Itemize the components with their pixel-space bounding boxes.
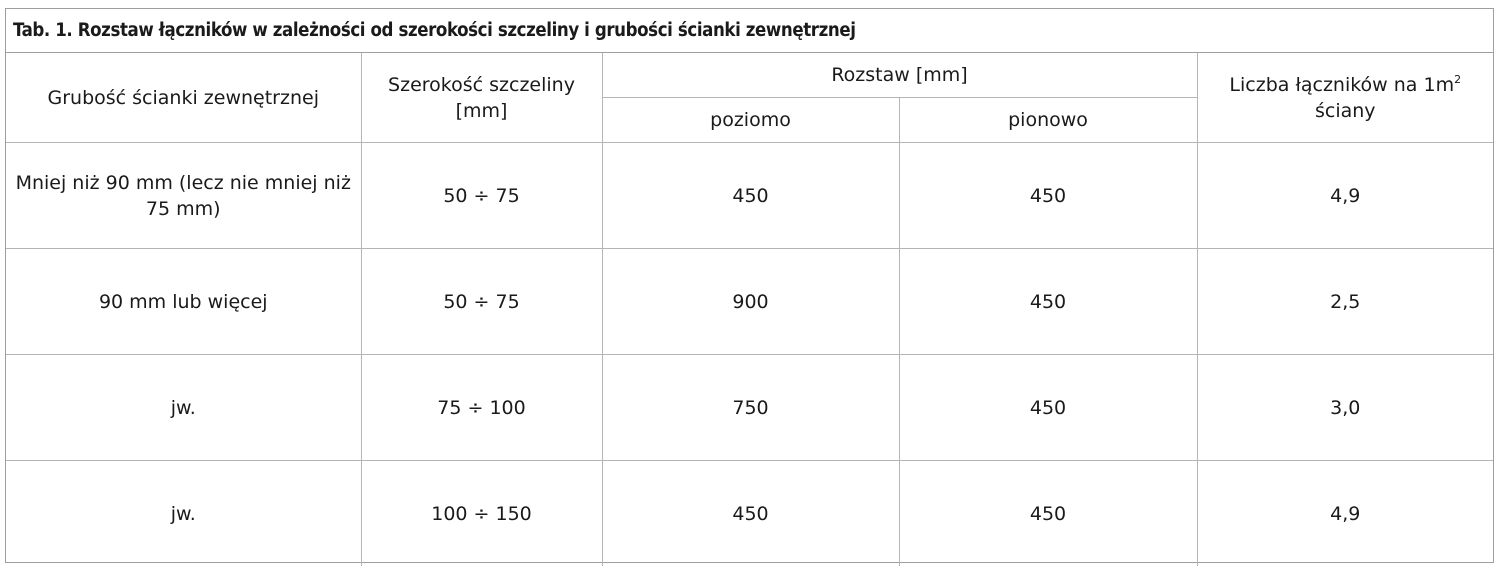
header-row <box>6 53 1493 98</box>
header-liczba-sup: 2 <box>1454 72 1462 86</box>
cell-liczba: 4,9 <box>1197 143 1493 249</box>
header-pionowo: pionowo <box>899 98 1197 143</box>
cell-pionowo: 450 <box>899 249 1197 355</box>
table-title: Tab. 1. Rozstaw łączników w zależności od szerokości szczeliny i grubości ścianki zewnętrznej <box>6 9 1493 53</box>
cell-pionowo: 450 <box>899 461 1197 567</box>
cell-poziomo: 450 <box>602 461 899 567</box>
data-table <box>6 53 1493 566</box>
header-liczba-tail: ściany <box>1314 99 1376 122</box>
header-rozstaw: Rozstaw [mm] <box>602 53 1197 98</box>
cell-liczba: 2,5 <box>1197 249 1493 355</box>
table-row <box>6 249 1493 355</box>
cell-poziomo: 900 <box>602 249 899 355</box>
cell-szczelina: 50 ÷ 75 <box>361 143 602 249</box>
header-grubosc: Grubość ścianki zewnętrznej <box>6 53 361 143</box>
table-container <box>5 8 1494 563</box>
header-szczelina: Szerokość szczeliny [mm] <box>361 53 602 143</box>
header-liczba-main: Liczba łączników na 1m <box>1229 73 1455 96</box>
table-row <box>6 461 1493 567</box>
table-row <box>6 355 1493 461</box>
table-row <box>6 143 1493 249</box>
cell-szczelina: 75 ÷ 100 <box>361 355 602 461</box>
cell-pionowo: 450 <box>899 355 1197 461</box>
cell-poziomo: 750 <box>602 355 899 461</box>
cell-grubosc: 90 mm lub więcej <box>6 249 361 355</box>
cell-grubosc: jw. <box>6 461 361 567</box>
header-poziomo: poziomo <box>602 98 899 143</box>
cell-grubosc: jw. <box>6 355 361 461</box>
cell-liczba: 4,9 <box>1197 461 1493 567</box>
cell-szczelina: 50 ÷ 75 <box>361 249 602 355</box>
header-liczba <box>1197 53 1493 143</box>
cell-liczba: 3,0 <box>1197 355 1493 461</box>
cell-grubosc: Mniej niż 90 mm (lecz nie mniej niż 75 mm) <box>6 143 361 249</box>
cell-szczelina: 100 ÷ 150 <box>361 461 602 567</box>
cell-pionowo: 450 <box>899 143 1197 249</box>
cell-poziomo: 450 <box>602 143 899 249</box>
